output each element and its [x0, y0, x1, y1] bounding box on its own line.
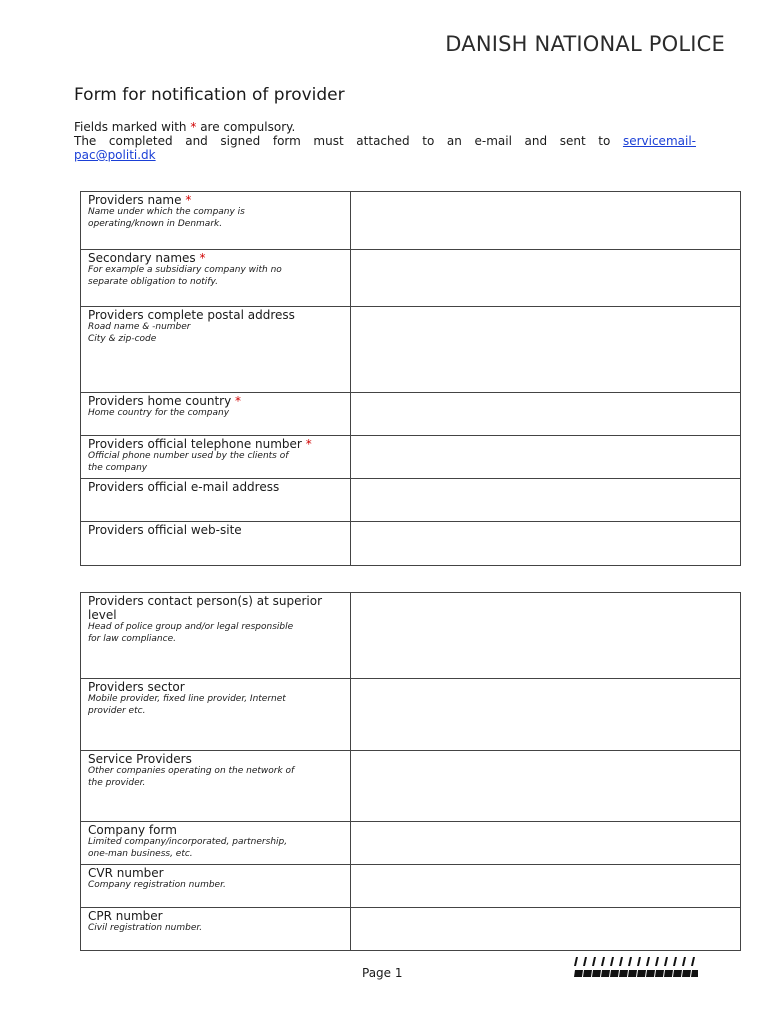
- form-row: [81, 436, 741, 479]
- field-hint: Road name & -number: [88, 322, 191, 332]
- logo-slash: [583, 957, 587, 966]
- field-input-cell[interactable]: [351, 192, 741, 250]
- field-hint: one-man business, etc.: [88, 848, 193, 859]
- field-hint: operating/known in Denmark.: [88, 218, 223, 229]
- field-label-text: Providers official web-site: [88, 523, 242, 537]
- field-hint: Limited company/incorporated, partnership,: [88, 837, 288, 847]
- logo-slash: [673, 957, 677, 966]
- form-row: [81, 192, 741, 250]
- field-input-cell[interactable]: [351, 751, 741, 822]
- field-label-text: Providers official e-mail address: [88, 480, 280, 494]
- police-logo-icon: [572, 956, 698, 980]
- field-label-text: Service Providers: [88, 752, 192, 766]
- required-asterisk: *: [199, 251, 206, 265]
- field-label-text: Company form: [88, 823, 177, 837]
- logo-block: [583, 970, 592, 977]
- field-label: [88, 251, 344, 265]
- field-input-cell[interactable]: [351, 436, 741, 479]
- field-hint: Company registration number.: [88, 880, 226, 890]
- field-hint: City & zip-code: [88, 333, 157, 344]
- form-row: [81, 679, 741, 751]
- form-row: [81, 393, 741, 436]
- logo-block: [592, 970, 601, 977]
- field-input-cell[interactable]: [351, 393, 741, 436]
- field-hint: Home country for the company: [88, 408, 230, 418]
- field-label-text: Providers home country: [88, 394, 232, 408]
- field-label: [88, 523, 344, 537]
- logo-slash: [691, 957, 695, 966]
- compulsory-suffix: are compulsory.: [200, 120, 296, 134]
- logo-block: [628, 970, 637, 977]
- field-label-text: Providers complete postal address: [88, 308, 295, 322]
- provider-details-table: [80, 191, 741, 566]
- form-title: Form for notification of provider: [74, 85, 345, 105]
- logo-slash: [628, 957, 632, 966]
- field-label-cell: [81, 679, 351, 751]
- contact-details-table: [80, 592, 741, 951]
- field-label-cell: [81, 192, 351, 250]
- field-input-cell[interactable]: [351, 679, 741, 751]
- field-label: [88, 437, 344, 451]
- logo-slash: [592, 957, 596, 966]
- email-link-continued[interactable]: pac@politi.dk: [74, 148, 156, 162]
- field-label-text: Providers name: [88, 193, 182, 207]
- field-hint: separate obligation to notify.: [88, 276, 218, 287]
- field-label-cell: [81, 307, 351, 393]
- logo-block: [619, 970, 628, 977]
- field-label-cell: [81, 250, 351, 307]
- required-asterisk: *: [185, 193, 192, 207]
- logo-slash: [664, 957, 668, 966]
- field-hint: Civil registration number.: [88, 923, 203, 933]
- email-link[interactable]: servicemail-: [622, 134, 696, 148]
- field-label-cell: [81, 908, 351, 951]
- field-label: [88, 752, 344, 766]
- field-label: [88, 680, 344, 694]
- compulsory-prefix: Fields marked with: [74, 120, 187, 134]
- form-row: [81, 593, 741, 679]
- field-input-cell[interactable]: [351, 250, 741, 307]
- field-hint: Other companies operating on the network of: [88, 766, 295, 776]
- logo-slash: [619, 957, 623, 966]
- field-hint: Head of police group and/or legal responsible: [88, 622, 294, 632]
- field-label-cell: [81, 593, 351, 679]
- field-label: [88, 308, 344, 322]
- field-label: [88, 594, 344, 622]
- logo-slash: [655, 957, 659, 966]
- logo-block: [682, 970, 691, 977]
- field-input-cell[interactable]: [351, 865, 741, 908]
- logo-slash: [637, 957, 641, 966]
- field-label-text: CVR number: [88, 866, 164, 880]
- field-label: [88, 866, 344, 880]
- field-input-cell[interactable]: [351, 479, 741, 522]
- field-input-cell[interactable]: [351, 593, 741, 679]
- field-label-text: Providers official telephone number: [88, 437, 302, 451]
- field-hint: the company: [88, 462, 148, 473]
- logo-block: [664, 970, 673, 977]
- intro-text: [74, 120, 696, 162]
- instruction-line: [74, 134, 696, 148]
- field-input-cell[interactable]: [351, 307, 741, 393]
- field-label-cell: [81, 751, 351, 822]
- organization-title: DANISH NATIONAL POLICE: [445, 32, 725, 56]
- field-label-text: Providers contact person(s) at superior level: [88, 594, 323, 622]
- field-label-text: Secondary names: [88, 251, 196, 265]
- required-asterisk: *: [305, 437, 312, 451]
- required-asterisk: *: [235, 394, 242, 408]
- field-input-cell[interactable]: [351, 822, 741, 865]
- field-label: [88, 480, 344, 494]
- field-label-cell: [81, 393, 351, 436]
- field-label-text: Providers sector: [88, 680, 185, 694]
- field-input-cell[interactable]: [351, 522, 741, 566]
- instruction-line-2: [74, 148, 696, 162]
- field-label-cell: [81, 436, 351, 479]
- form-row: [81, 865, 741, 908]
- form-row: [81, 822, 741, 865]
- field-label: [88, 823, 344, 837]
- logo-block: [691, 970, 698, 977]
- page-number: Page 1: [362, 966, 403, 980]
- field-hint: for law compliance.: [88, 633, 176, 644]
- form-row: [81, 751, 741, 822]
- logo-block: [655, 970, 664, 977]
- field-label: [88, 193, 344, 207]
- form-row: [81, 307, 741, 393]
- logo-slash: [646, 957, 650, 966]
- field-input-cell[interactable]: [351, 908, 741, 951]
- form-row: [81, 522, 741, 566]
- compulsory-note: [74, 120, 696, 134]
- field-label: [88, 909, 344, 923]
- field-label: [88, 394, 344, 408]
- logo-block: [646, 970, 655, 977]
- instruction-text: The completed and signed form must attached to an e-mail and sent to: [74, 134, 611, 148]
- field-hint: provider etc.: [88, 705, 146, 716]
- field-label-text: CPR number: [88, 909, 163, 923]
- logo-block: [574, 970, 583, 977]
- required-asterisk: *: [190, 120, 197, 134]
- logo-block: [637, 970, 646, 977]
- logo-block: [601, 970, 610, 977]
- field-hint: Official phone number used by the clients of: [88, 451, 289, 461]
- logo-block: [673, 970, 682, 977]
- field-hint: the provider.: [88, 777, 146, 788]
- field-hint: For example a subsidiary company with no: [88, 265, 282, 275]
- field-hint: Mobile provider, fixed line provider, Internet: [88, 694, 286, 704]
- field-label-cell: [81, 822, 351, 865]
- logo-block: [610, 970, 619, 977]
- logo-slash: [682, 957, 686, 966]
- logo-slash: [601, 957, 605, 966]
- field-label-cell: [81, 479, 351, 522]
- form-row: [81, 250, 741, 307]
- logo-slash: [610, 957, 614, 966]
- form-row: [81, 479, 741, 522]
- logo-slash: [574, 957, 578, 966]
- field-label-cell: [81, 865, 351, 908]
- field-label-cell: [81, 522, 351, 566]
- form-row: [81, 908, 741, 951]
- field-hint: Name under which the company is: [88, 207, 245, 217]
